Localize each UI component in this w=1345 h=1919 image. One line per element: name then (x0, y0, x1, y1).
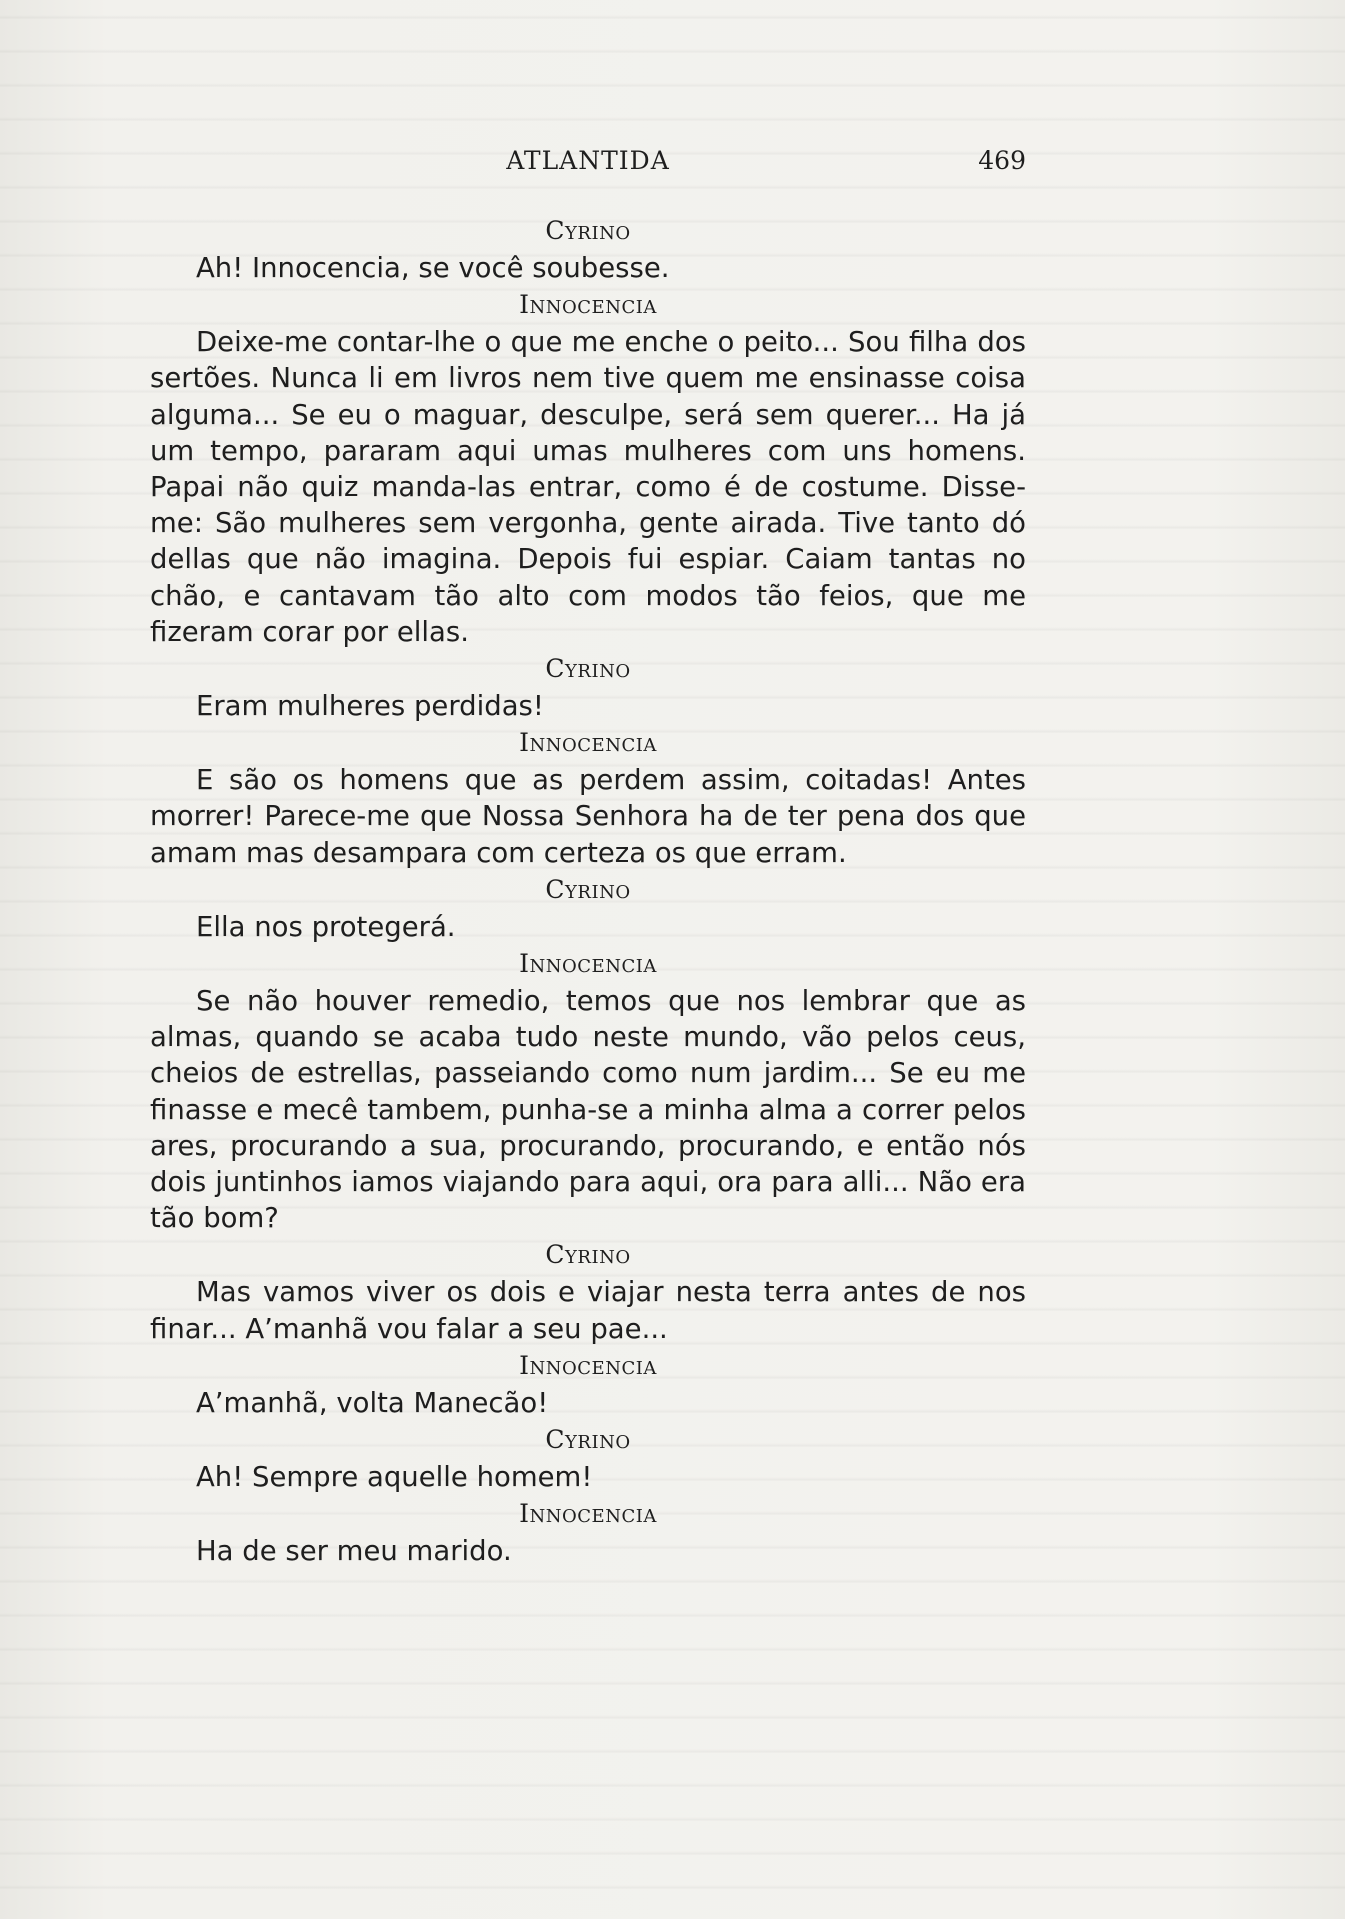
dialogue-turn (150, 724, 1026, 871)
page-number: 469 (978, 146, 1026, 175)
speaker-name: Innocencia (519, 728, 657, 758)
speech-text: Eram mulheres perdidas! (196, 690, 544, 723)
speech (150, 250, 1026, 286)
speaker-name: Innocencia (519, 1350, 657, 1380)
dialogue-text (150, 212, 1026, 1569)
page-header (150, 146, 1026, 186)
speaker-name: Innocencia (519, 1499, 657, 1529)
speech (150, 1385, 1026, 1421)
speech-text: Deixe-me contar-lhe o que me enche o peito... Sou filha dos sertões. Nunca li em livros nem tive quem me ensinasse coisa alguma... Se eu o maguar, desculpe, será sem querer... Ha já um tempo, pararam aqui umas mulheres com uns homens. Papai não quiz manda-las entrar, como é de costume. Disse-me: São mulheres sem vergonha, gente airada. Tive tanto dó dellas que não imagina. Depois fui espiar. Caiam tantas no chão, e cantavam tão alto com modos tão feios, que me fizeram corar por ellas. (150, 326, 1026, 648)
speech (150, 762, 1026, 871)
speaker-name: Innocencia (519, 290, 657, 320)
dialogue-turn (150, 286, 1026, 650)
speech-text: Ella nos protegerá. (196, 910, 456, 943)
speaker-name: Innocencia (519, 949, 657, 979)
dialogue-turn (150, 1421, 1026, 1495)
running-head: ATLANTIDA (506, 146, 670, 175)
speech (150, 688, 1026, 724)
speech-text: Ah! Innocencia, se você soubesse. (196, 252, 670, 284)
speech-text: A’manhã, volta Manecão! (196, 1386, 549, 1419)
speech-text: Ha de ser meu marido. (196, 1535, 512, 1568)
dialogue-turn (150, 1236, 1026, 1346)
dialogue-turn (150, 650, 1026, 724)
speech (150, 1533, 1026, 1569)
speaker-name: Cyrino (545, 654, 631, 684)
dialogue-turn (150, 945, 1026, 1236)
speaker-name: Cyrino (545, 1425, 631, 1455)
dialogue-turn (150, 871, 1026, 945)
speech-text: E são os homens que as perdem assim, coitadas! Antes morrer! Parece-me que Nossa Senhora ha de ter pena dos que amam mas desampara com certeza os que erram. (150, 764, 1026, 869)
speaker-name: Cyrino (545, 216, 631, 245)
speech-text: Ah! Sempre aquelle homem! (196, 1461, 593, 1494)
speech (150, 324, 1026, 650)
speech (150, 1459, 1026, 1495)
speech-text: Mas vamos viver os dois e viajar nesta terra antes de nos finar... A’manhã vou falar a seu pae... (150, 1276, 1026, 1345)
speaker-name: Cyrino (545, 874, 631, 904)
speech-text: Se não houver remedio, temos que nos lembrar que as almas, quando se acaba tudo neste mundo, vão pelos ceus, cheios de estrellas, passeiando como num jardim... Se eu me finasse e mecê tambem, punha-se a minha alma a correr pelos ares, procurando a sua, procurando, procurando, e então nós dois juntinhos iamos viajando para aqui, ora para alli... Não era tão bom? (150, 985, 1026, 1235)
dialogue-turn (150, 1495, 1026, 1569)
speaker-name: Cyrino (545, 1240, 631, 1270)
speech (150, 983, 1026, 1236)
speech (150, 909, 1026, 945)
dialogue-turn (150, 212, 1026, 286)
dialogue-turn (150, 1347, 1026, 1421)
speech (150, 1274, 1026, 1346)
